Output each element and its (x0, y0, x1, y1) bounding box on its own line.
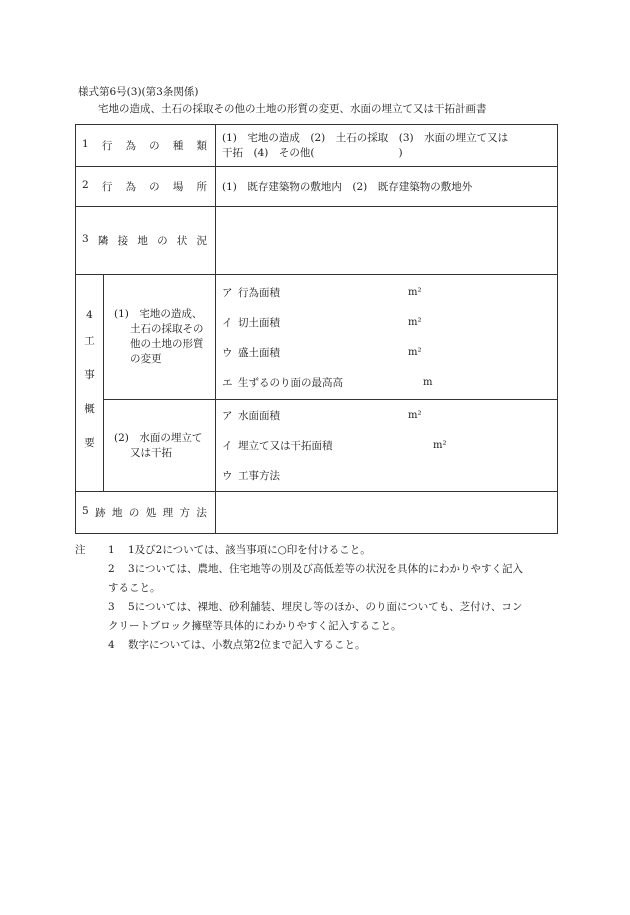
document-title: 宅地の造成、土石の採取その他の土地の形質の変更、水面の埋立て又は干拓計画書 (98, 103, 487, 115)
value-reclamation[interactable] (216, 400, 558, 492)
value-act-type[interactable]: (1) 宅地の造成 (2) 土石の採取 (3) 水面の埋立て又は 干拓 (4) その他( ) (216, 125, 558, 167)
row-act-place (76, 167, 558, 207)
value-site-treatment[interactable] (216, 492, 558, 534)
label-act-type: 1 行 為 の 種 類 (76, 125, 216, 167)
label-work-outline: 4 工 事 概 要 (76, 275, 104, 492)
item-fill-area: ウ 盛土面積 m² (222, 346, 422, 359)
note-1: 注 1 1及び2については、該当事項に○印を付けること。 (75, 541, 565, 560)
label-act-place: 2 行 為 の 場 所 (76, 167, 216, 207)
value-adjacent-land[interactable] (216, 207, 558, 275)
item-water-area: ア 水面面積 m² (222, 410, 422, 422)
notes-head: 注 (75, 544, 86, 556)
note-2-cont: すること。 (108, 582, 161, 594)
form-number-label: 様式第6号(3)(第3条関係) (78, 86, 199, 98)
row-adjacent-land (76, 207, 558, 275)
note-3: 3 5については、裸地、砂利舗装、埋戻し等のほか、のり面についても、芝付け、コン (108, 601, 523, 613)
value-act-place[interactable]: (1) 既存建築物の敷地内 (2) 既存建築物の敷地外 (216, 167, 558, 207)
item-cut-area: イ 切土面積 m² (222, 316, 422, 329)
notes-section (75, 541, 565, 655)
row-work-outline-2 (76, 400, 558, 492)
note-3-cont: クリートブロック擁壁等具体的にわかりやすく記入すること。 (108, 620, 402, 632)
item-act-area: ア 行為面積 m² (222, 286, 422, 299)
item-work-method: ウ 工事方法 (222, 470, 280, 482)
row-work-outline-1 (76, 275, 558, 400)
value-land-modification[interactable] (216, 275, 558, 400)
note-4: 4 数字については、小数点第2位まで記入すること。 (108, 639, 366, 651)
label-site-treatment: 5 跡 地 の 処 理 方 法 (76, 492, 216, 534)
item-slope-height: エ 生ずるのり面の最高高 m (222, 376, 433, 389)
label-reclamation: (2) 水面の埋立て 又は干拓 (104, 400, 216, 492)
row-act-type (76, 125, 558, 167)
label-adjacent-land: 3 隣 接 地 の 状 況 (76, 207, 216, 275)
item-reclaim-area: イ 埋立て又は干拓面積 m² (222, 440, 447, 452)
row-site-treatment (76, 492, 558, 534)
label-land-modification: (1) 宅地の造成、 土石の採取その 他の土地の形質 の変更 (104, 275, 216, 400)
plan-table (75, 124, 558, 534)
note-2: 2 3については、農地、住宅地等の別及び高低差等の状況を具体的にわかりやすく記入 (108, 563, 523, 575)
